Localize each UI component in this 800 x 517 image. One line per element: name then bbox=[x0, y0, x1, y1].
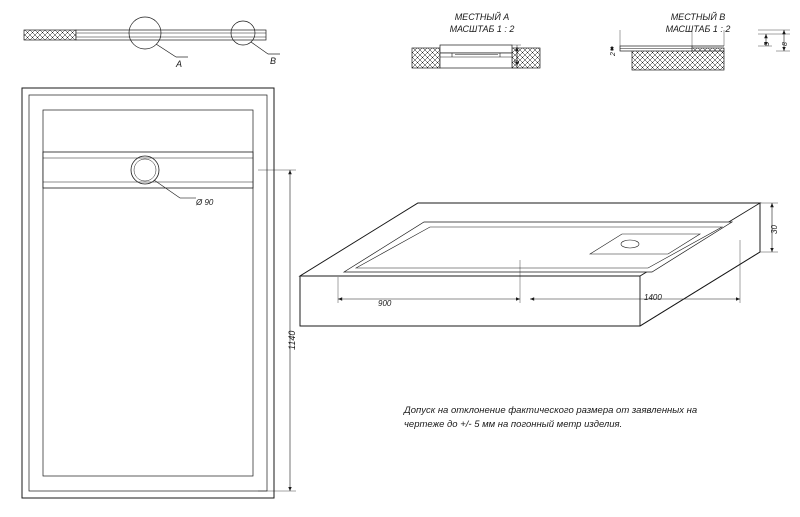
iso-width-dimension: 900 bbox=[378, 299, 392, 308]
detail-b-dim-8: 8 bbox=[782, 42, 789, 46]
tolerance-note-line1: Допуск на отклонение фактического размера от заявленных на bbox=[404, 405, 698, 416]
plan-drain-diameter-label: Ø 90 bbox=[196, 198, 214, 207]
section-strip-view bbox=[24, 17, 280, 57]
detail-b-title-line1: МЕСТНЫЙ В bbox=[670, 12, 726, 22]
tolerance-note bbox=[404, 404, 697, 432]
detail-a-title-line2: МАСШТАБ 1 : 2 bbox=[449, 24, 515, 34]
plan-height-dimension: 1140 bbox=[287, 330, 297, 350]
detail-a-view bbox=[412, 45, 540, 68]
detail-callout-b-label: B bbox=[270, 56, 277, 66]
detail-b-dim-2: 2 bbox=[610, 52, 617, 56]
detail-b-view bbox=[612, 30, 790, 70]
iso-thickness-dimension: 30 bbox=[770, 225, 779, 234]
detail-b-dim-3: 3 bbox=[764, 42, 771, 46]
iso-length-dimension: 1400 bbox=[644, 293, 662, 302]
detail-callout-a-label: A bbox=[176, 59, 183, 69]
isometric-view bbox=[300, 203, 778, 326]
detail-b-title-line2: МАСШТАБ 1 : 2 bbox=[665, 24, 731, 34]
detail-a-title-line1: МЕСТНЫЙ А bbox=[454, 12, 510, 22]
detail-a-dim-6: 6 bbox=[514, 60, 521, 64]
tolerance-note-line2: чертеже до +/- 5 мм на погонный метр изделия. bbox=[404, 418, 623, 430]
plan-view bbox=[22, 88, 296, 498]
